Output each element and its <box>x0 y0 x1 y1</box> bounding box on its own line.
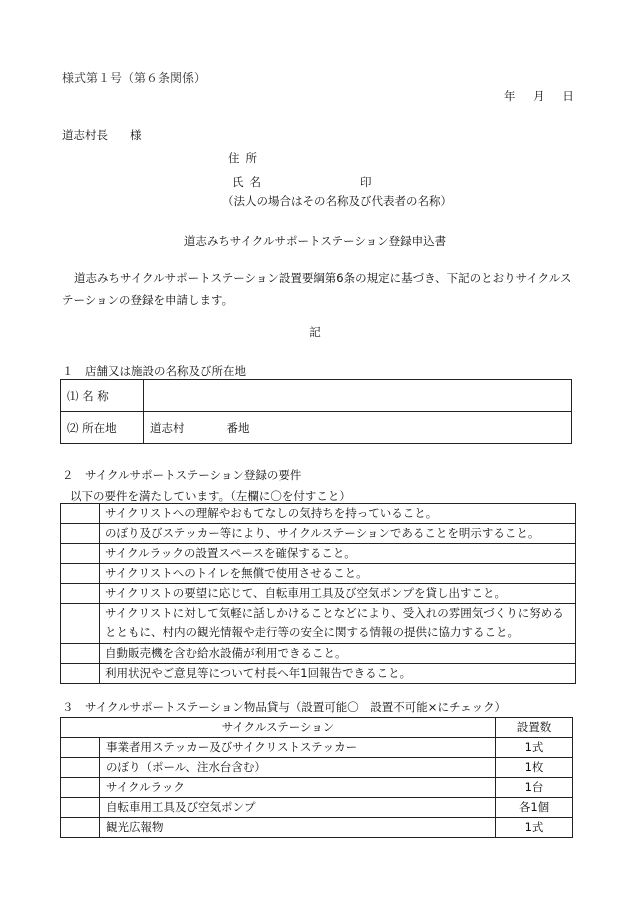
section2-subheading: 以下の要件を満たしています。（左欄に〇を付すこと） <box>70 489 351 503</box>
requirement-check-cell[interactable] <box>61 604 100 644</box>
date-line <box>504 88 588 104</box>
requirement-text: 自動販売機を含む給水設備が利用できること。 <box>100 644 576 664</box>
equipment-qty: 1式 <box>496 818 573 838</box>
equipment-check-cell[interactable] <box>61 818 100 838</box>
table-row <box>61 504 576 524</box>
equipment-qty: 1枚 <box>496 758 573 778</box>
requirement-text: サイクリストの要望に応じて、自転車用工具及び空気ポンプを貸し出すこと。 <box>100 584 576 604</box>
equipment-check-cell[interactable] <box>61 758 100 778</box>
requirement-check-cell[interactable] <box>61 504 100 524</box>
body-text: 道志みちサイクルサポートステーション設置要綱第6条の規定に基づき、下記のとおりサイクルステーションの登録を申請します。 <box>62 271 572 307</box>
requirement-check-cell[interactable] <box>61 544 100 564</box>
requirement-text: のぼり及びステッカー等により、サイクルステーションであることを明示すること。 <box>100 524 576 544</box>
ki-heading: 記 <box>309 325 321 339</box>
table-row <box>61 758 573 778</box>
table-row <box>61 738 573 758</box>
address-label: 住所 <box>228 151 263 165</box>
date-day: 日 <box>562 89 574 103</box>
table-row <box>61 818 573 838</box>
table-row <box>61 778 573 798</box>
equipment-name: 事業者用ステッカー及びサイクリストステッカー <box>100 738 496 758</box>
requirement-text: サイクルラックの設置スペースを確保すること。 <box>100 544 576 564</box>
banchi-label: 番地 <box>226 420 250 435</box>
section1-heading: １ 店舗又は施設の名称及び所在地 <box>62 364 246 378</box>
table-row <box>61 380 572 412</box>
facility-location-field[interactable] <box>144 412 572 444</box>
requirements-table <box>60 503 576 684</box>
name-label: 氏名 <box>232 175 267 189</box>
equipment-table <box>60 717 573 838</box>
equipment-check-cell[interactable] <box>61 798 100 818</box>
facility-name-label: ⑴ 名 称 <box>61 380 144 412</box>
village-name: 道志村 <box>150 420 185 435</box>
equipment-qty: 1式 <box>496 738 573 758</box>
equipment-name: 観光広報物 <box>100 818 496 838</box>
equipment-name: 自転車用工具及び空気ポンプ <box>100 798 496 818</box>
requirement-check-cell[interactable] <box>61 584 100 604</box>
section3-heading: ３ サイクルサポートステーション物品貸与（設置可能〇 設置不可能×にチェック） <box>62 700 507 714</box>
requirement-check-cell[interactable] <box>61 664 100 684</box>
section2-heading: ２ サイクルサポートステーション登録の要件 <box>62 468 302 482</box>
table-row <box>61 524 576 544</box>
table-row <box>61 544 576 564</box>
seal-mark: 印 <box>360 175 372 189</box>
header-qty: 設置数 <box>496 718 573 738</box>
table-row <box>61 412 572 444</box>
table-row <box>61 644 576 664</box>
form-number: 様式第１号（第６条関係） <box>62 71 207 85</box>
header-item: サイクルステーション <box>61 718 496 738</box>
table-row <box>61 604 576 644</box>
table-row <box>61 564 576 584</box>
requirement-check-cell[interactable] <box>61 524 100 544</box>
facility-name-field[interactable] <box>144 380 572 412</box>
requirement-text: 利用状況やご意見等について村長へ年1回報告できること。 <box>100 664 576 684</box>
equipment-check-cell[interactable] <box>61 778 100 798</box>
requirement-text: サイクリストへのトイレを無償で使用させること。 <box>100 564 576 584</box>
equipment-qty: 各1個 <box>496 798 573 818</box>
equipment-name: のぼり（ポール、注水台含む） <box>100 758 496 778</box>
table-row <box>61 584 576 604</box>
equipment-qty: 1台 <box>496 778 573 798</box>
corporate-note: （法人の場合はその名称及び代表者の名称） <box>222 194 452 208</box>
date-year: 年 <box>504 89 516 103</box>
addressee-name: 道志村長 <box>62 128 108 142</box>
requirement-check-cell[interactable] <box>61 564 100 584</box>
table-header-row <box>61 718 573 738</box>
requirement-check-cell[interactable] <box>61 644 100 664</box>
document-title: 道志みちサイクルサポートステーション登録申込書 <box>183 234 447 248</box>
addressee <box>62 127 142 143</box>
table-row <box>61 664 576 684</box>
requirement-text: サイクリストに対して気軽に話しかけることなどにより、受入れの雰囲気づくりに努めるとともに、村内の観光情報や走行等の安全に関する情報の提供に協力すること。 <box>100 604 576 644</box>
equipment-name: サイクルラック <box>100 778 496 798</box>
facility-table <box>60 379 572 444</box>
requirement-text: サイクリストへの理解やおもてなしの気持ちを持っていること。 <box>100 504 576 524</box>
date-month: 月 <box>533 89 545 103</box>
equipment-check-cell[interactable] <box>61 738 100 758</box>
facility-location-label: ⑵ 所在地 <box>61 412 144 444</box>
table-row <box>61 798 573 818</box>
addressee-honorific: 様 <box>130 128 142 142</box>
